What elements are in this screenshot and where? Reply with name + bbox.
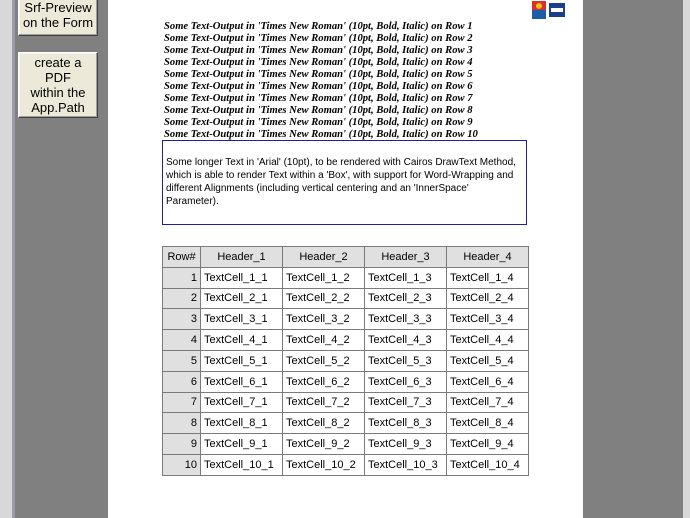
row-number: 3 — [163, 309, 201, 330]
table-row — [163, 309, 529, 330]
table-cell: TextCell_3_4 — [447, 309, 529, 330]
table-cell: TextCell_4_3 — [365, 330, 447, 351]
table-cell: TextCell_8_3 — [365, 413, 447, 434]
table-cell: TextCell_10_2 — [283, 454, 365, 475]
row-number: 7 — [163, 392, 201, 413]
table-cell: TextCell_1_4 — [447, 267, 529, 288]
srf-preview-label-line-1: Srf-Preview — [24, 0, 92, 15]
table-cell: TextCell_6_3 — [365, 371, 447, 392]
table-cell: TextCell_5_1 — [201, 350, 283, 371]
table-cell: TextCell_8_4 — [447, 413, 529, 434]
table-row — [163, 454, 529, 475]
header-row-number: Row# — [163, 247, 201, 268]
table-row — [163, 350, 529, 371]
header-2: Header_2 — [283, 247, 365, 268]
text-row: Some Text-Output in 'Times New Roman' (10pt, Bold, Italic) on Row 1 — [164, 21, 473, 32]
row-number: 5 — [163, 350, 201, 371]
row-number: 4 — [163, 330, 201, 351]
table-cell: TextCell_2_3 — [365, 288, 447, 309]
table-cell: TextCell_7_1 — [201, 392, 283, 413]
row-number: 1 — [163, 267, 201, 288]
text-rows — [164, 21, 524, 141]
table-cell: TextCell_10_1 — [201, 454, 283, 475]
fifa-world-cup-logo — [530, 0, 570, 20]
table-cell: TextCell_3_3 — [365, 309, 447, 330]
text-row: Some Text-Output in 'Times New Roman' (10pt, Bold, Italic) on Row 5 — [164, 69, 473, 80]
right-edge — [683, 0, 690, 518]
header-1: Header_1 — [201, 247, 283, 268]
left-panel-edge — [12, 0, 15, 518]
text-row: Some Text-Output in 'Times New Roman' (10pt, Bold, Italic) on Row 4 — [164, 57, 473, 68]
table-row — [163, 267, 529, 288]
table-cell: TextCell_3_2 — [283, 309, 365, 330]
table-cell: TextCell_9_4 — [447, 434, 529, 455]
srf-preview-label-line-2: on the Form — [22, 15, 94, 30]
data-table — [162, 246, 529, 476]
header-4: Header_4 — [447, 247, 529, 268]
table-cell: TextCell_6_2 — [283, 371, 365, 392]
table-header-row — [163, 247, 529, 268]
table-cell: TextCell_4_1 — [201, 330, 283, 351]
text-row: Some Text-Output in 'Times New Roman' (10pt, Bold, Italic) on Row 9 — [164, 117, 473, 128]
table-cell: TextCell_2_1 — [201, 288, 283, 309]
row-number: 9 — [163, 434, 201, 455]
table-cell: TextCell_7_3 — [365, 392, 447, 413]
table-cell: TextCell_8_2 — [283, 413, 365, 434]
text-row: Some Text-Output in 'Times New Roman' (10pt, Bold, Italic) on Row 7 — [164, 93, 473, 104]
table-cell: TextCell_9_2 — [283, 434, 365, 455]
row-number: 8 — [163, 413, 201, 434]
table-cell: TextCell_5_3 — [365, 350, 447, 371]
table-row — [163, 413, 529, 434]
header-3: Header_3 — [365, 247, 447, 268]
table-cell: TextCell_1_3 — [365, 267, 447, 288]
table-cell: TextCell_5_4 — [447, 350, 529, 371]
text-row: Some Text-Output in 'Times New Roman' (10pt, Bold, Italic) on Row 8 — [164, 105, 473, 116]
row-number: 2 — [163, 288, 201, 309]
table-cell: TextCell_5_2 — [283, 350, 365, 371]
table-cell: TextCell_7_2 — [283, 392, 365, 413]
right-margin-area — [583, 0, 690, 518]
table-cell: TextCell_2_2 — [283, 288, 365, 309]
table-row — [163, 330, 529, 351]
table-cell: TextCell_2_4 — [447, 288, 529, 309]
text-row: Some Text-Output in 'Times New Roman' (10pt, Bold, Italic) on Row 6 — [164, 81, 473, 92]
table-cell: TextCell_1_2 — [283, 267, 365, 288]
table-cell: TextCell_10_4 — [447, 454, 529, 475]
table-cell: TextCell_8_1 — [201, 413, 283, 434]
table-cell: TextCell_1_1 — [201, 267, 283, 288]
left-panel — [0, 0, 12, 518]
table-cell: TextCell_7_4 — [447, 392, 529, 413]
table-cell: TextCell_4_4 — [447, 330, 529, 351]
create-pdf-button[interactable] — [18, 52, 98, 118]
drawtext-box: Some longer Text in 'Arial' (10pt), to be rendered with Cairos DrawText Method, which is able to render Text within a 'Box', with support for Word-Wrapping and different Alignments (including vertical centering and an 'InnerSpace' Parameter). — [162, 140, 527, 225]
row-number: 6 — [163, 371, 201, 392]
table-row — [163, 371, 529, 392]
table-row — [163, 434, 529, 455]
row-number: 10 — [163, 454, 201, 475]
table-cell: TextCell_3_1 — [201, 309, 283, 330]
table-cell: TextCell_9_1 — [201, 434, 283, 455]
text-row: Some Text-Output in 'Times New Roman' (10pt, Bold, Italic) on Row 10 — [164, 129, 478, 140]
srf-preview-button[interactable] — [18, 0, 98, 36]
table-cell: TextCell_9_3 — [365, 434, 447, 455]
text-row: Some Text-Output in 'Times New Roman' (10pt, Bold, Italic) on Row 2 — [164, 33, 473, 44]
table-row — [163, 392, 529, 413]
table-row — [163, 288, 529, 309]
create-pdf-label-line-1: create a PDF — [34, 55, 82, 85]
table-cell: TextCell_6_4 — [447, 371, 529, 392]
text-row: Some Text-Output in 'Times New Roman' (10pt, Bold, Italic) on Row 3 — [164, 45, 473, 56]
table-cell: TextCell_6_1 — [201, 371, 283, 392]
table-cell: TextCell_10_3 — [365, 454, 447, 475]
create-pdf-label-line-3: App.Path — [31, 100, 85, 115]
create-pdf-label-line-2: within the — [30, 85, 86, 100]
table-cell: TextCell_4_2 — [283, 330, 365, 351]
